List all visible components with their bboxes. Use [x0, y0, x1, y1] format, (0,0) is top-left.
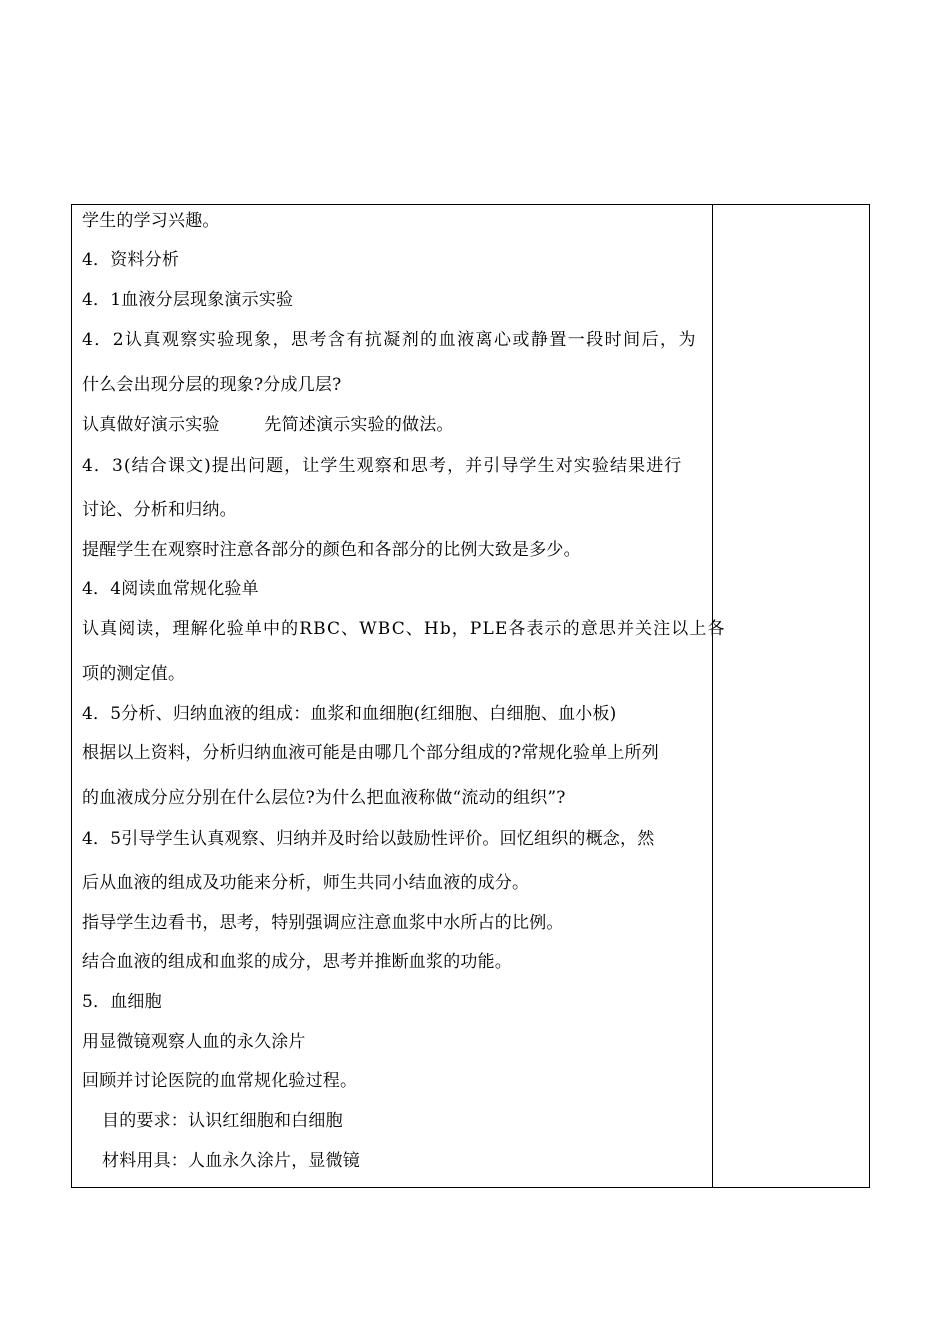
text-line: 用显微镜观察人血的永久涂片: [82, 1032, 306, 1052]
text-line: 4．5引导学生认真观察、归纳并及时给以鼓励性评价。回忆组织的概念，然: [82, 829, 655, 849]
text-line: 认真阅读，理解化验单中的RBC、WBC、Hb，PLE各表示的意思并关注以上各: [82, 619, 726, 639]
section-heading: 5．血细胞: [82, 992, 162, 1012]
text-line: 什么会出现分层的现象?分成几层?: [82, 375, 342, 395]
text-line: 材料用具：人血永久涂片，显微镜: [102, 1151, 360, 1171]
text-line: 回顾并讨论医院的血常规化验过程。: [82, 1071, 358, 1091]
text-line: 4．1血液分层现象演示实验: [82, 290, 294, 310]
text-line: 根据以上资料，分析归纳血液可能是由哪几个部分组成的?常规化验单上所列: [82, 743, 659, 763]
text-line: 4．2认真观察实验现象，思考含有抗凝剂的血液离心或静置一段时间后，为: [82, 330, 697, 350]
text-line: 指导学生边看书，思考，特别强调应注意血浆中水所占的比例。: [82, 913, 564, 933]
text-line: 4．4阅读血常规化验单: [82, 579, 259, 599]
text-line: 学生的学习兴趣。: [82, 211, 220, 231]
text-line: 4．3(结合课文)提出问题，让学生观察和思考，并引导学生对实验结果进行: [82, 456, 683, 476]
text-line: 结合血液的组成和血浆的成分，思考并推断血浆的功能。: [82, 952, 512, 972]
text-line: 后从血液的组成及功能来分析，师生共同小结血液的成分。: [82, 873, 530, 893]
text-line: 的血液成分应分别在什么层位?为什么把血液称做“流动的组织”?: [82, 788, 566, 808]
section-heading: 4．资料分析: [82, 250, 180, 270]
text-line: 认真做好演示实验 先简述演示实验的做法。: [82, 415, 454, 435]
text-line: 讨论、分析和归纳。: [82, 500, 237, 520]
text-line: 提醒学生在观察时注意各部分的颜色和各部分的比例大致是多少。: [82, 540, 581, 560]
text-line: 目的要求：认识红细胞和白细胞: [102, 1111, 343, 1131]
text-line: 4．5分析、归纳血液的组成：血浆和血细胞(红细胞、白细胞、血小板): [82, 704, 617, 724]
lesson-table: [71, 204, 870, 1188]
column-divider: [712, 205, 713, 1187]
text-line: 项的测定值。: [82, 664, 186, 684]
